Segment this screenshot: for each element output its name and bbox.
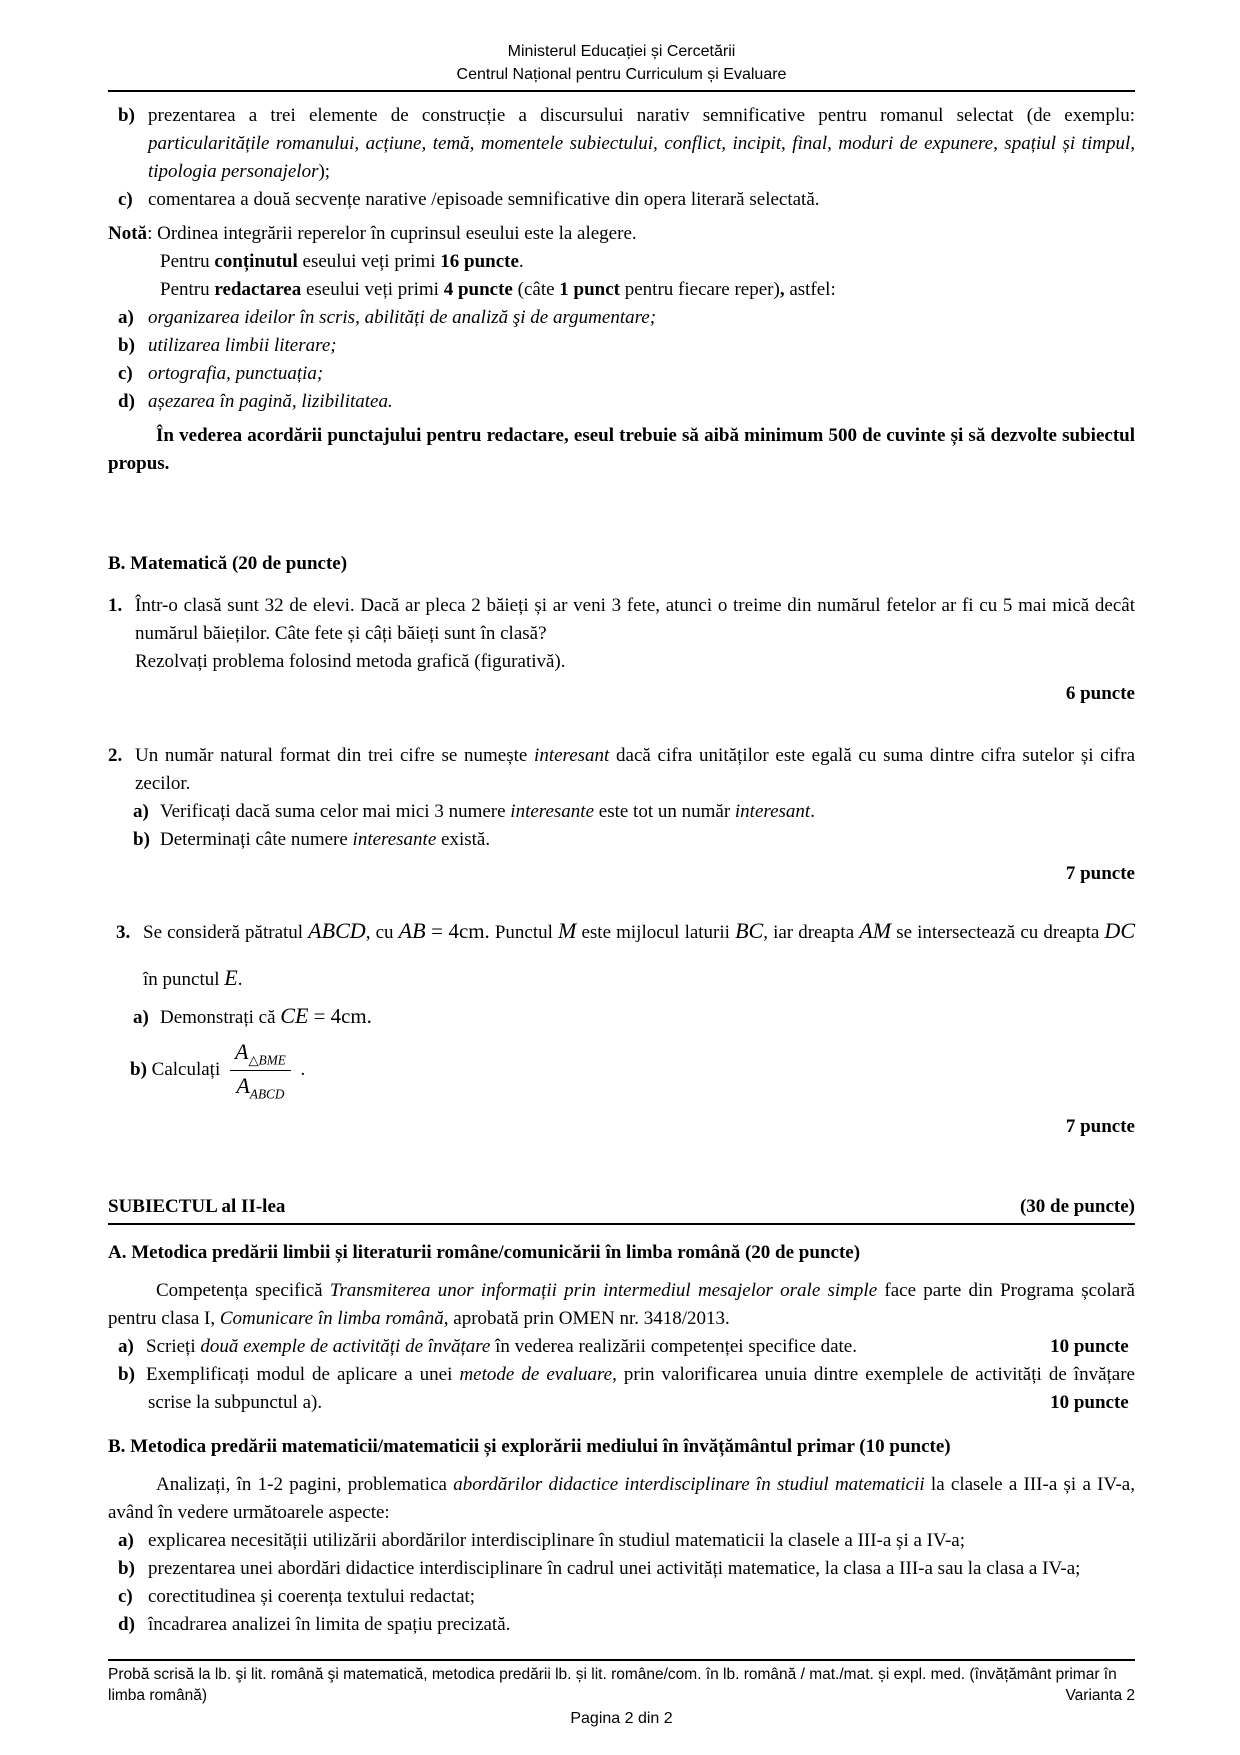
item-text: organizarea ideilor în scris, abilități de analiză şi de argumentare; <box>148 307 657 328</box>
methodology-a-heading: A. Metodica predării limbii și literaturii române/comunicării în limba română (20 de puncte) <box>108 1241 861 1263</box>
item-text: Calculați <box>151 1058 221 1080</box>
question-2a <box>133 798 1135 826</box>
points-badge: 10 puncte <box>1050 1391 1129 1413</box>
item-text: corectitudinea și coerența textului redactat; <box>148 1585 476 1607</box>
item-text: prezentarea unei abordări didactice interdisciplinare în cadrul unei activități matematice, la clasa a III-a sau la clasa a IV-a; <box>148 1557 1081 1579</box>
item-text: comentarea a două secvențe narative /episoade semnificative din opera literară selectată. <box>148 189 820 210</box>
footer-divider <box>108 1659 1135 1661</box>
item-label: b) <box>118 1557 135 1579</box>
item-text: prezentarea a trei elemente de construcție a discursului narativ semnificative pentru romanul selectat (de exemplu: particularitățile romanului, acțiune, temă, momentele subiectului, conflict, incipit, final, moduri de expunere, spațiul și timpul, tipologia personajelor); <box>148 105 1135 182</box>
nota-paragraph: Notă: Ordinea integrării reperelor în cuprinsul eseului este la alegere. <box>108 223 637 244</box>
item-text: Verificați dacă suma celor mai mici 3 numere interesante este tot un număr interesant. <box>160 801 815 822</box>
fraction-numerator: $A_{\triangle BME}$ <box>230 1038 291 1071</box>
item-text: Scrieți două exemple de activități de învățare în vederea realizării competenței specifice date. <box>146 1335 857 1357</box>
item-label: c) <box>118 363 133 384</box>
item-label: b) <box>118 1363 135 1385</box>
criteria-item-b <box>118 332 1135 360</box>
item-label: d) <box>118 391 135 412</box>
footer-exam-description: Probă scrisă la lb. şi lit. română şi matematică, metodica predării lb. și lit. române/com. în lb. română / mat./mat. și expl. med. (învățământ primar în limba română) <box>108 1666 1117 1704</box>
footer-exam-description-wrap <box>108 1664 1135 1706</box>
fraction-period: . <box>300 1058 306 1080</box>
question-text: Se consideră pătratul ABCD, cu AB = 4cm. Punctul M este mijlocul laturii BC, iar dreapta AM se intersectează cu dreapta DC în punctul E. <box>143 918 1136 990</box>
methodology-a-item-a <box>118 1333 1135 1361</box>
item-label: b) <box>118 335 135 356</box>
question-number: 3. <box>116 922 131 943</box>
essay-req-item-b <box>118 102 1135 186</box>
subject-2-points: (30 de puncte) <box>1019 1195 1135 1217</box>
methodology-b-item-a <box>118 1527 1135 1555</box>
item-label: a) <box>118 1529 134 1551</box>
essay-req-item-c <box>118 186 1135 214</box>
word-count-warning: În vederea acordării punctajului pentru redactare, eseul trebuie să aibă minimum 500 de cuvinte și să dezvolte subiectul propus. <box>108 425 1135 474</box>
methodology-b-item-b <box>118 1555 1135 1583</box>
item-label: a) <box>118 1335 134 1357</box>
question-3a <box>133 1002 1135 1032</box>
variant-label: Varianta 2 <box>1065 1687 1135 1704</box>
item-label: b) <box>118 105 135 126</box>
item-text: utilizarea limbii literare; <box>148 335 337 356</box>
criteria-item-a <box>118 304 1135 332</box>
item-text: Exemplificați modul de aplicare a unei metode de evaluare, prin valorificarea unuia dintre exemplele de activități de învățare scrise la subpunctul a). <box>146 1363 1135 1413</box>
question-2-points: 7 puncte <box>1065 863 1135 884</box>
item-label: b) <box>133 829 150 850</box>
writing-points-line: Pentru redactarea eseului veți primi 4 puncte (câte 1 punct pentru fiecare reper), astfel: <box>160 279 836 300</box>
question-3-points: 7 puncte <box>1065 1115 1135 1137</box>
methodology-b-item-d <box>118 1611 1135 1639</box>
methodology-b-heading: B. Metodica predării matematicii/matematicii și explorării mediului în învățământul primar (10 puncte) <box>108 1435 951 1457</box>
item-label: a) <box>133 801 149 822</box>
header-divider <box>108 90 1135 92</box>
question-3 <box>116 908 1135 1002</box>
question-number: 1. <box>108 595 123 616</box>
center-line: Centrul Național pentru Curriculum și Evaluare <box>456 66 787 83</box>
points-badge: 10 puncte <box>1050 1335 1129 1357</box>
item-text: Determinați câte numere interesante există. <box>160 829 491 850</box>
criteria-item-c <box>118 360 1135 388</box>
page-footer <box>108 1659 1135 1729</box>
item-label: c) <box>118 189 133 210</box>
item-label: a) <box>133 1007 149 1028</box>
item-label: b) <box>130 1058 147 1080</box>
question-1-points: 6 puncte <box>1065 683 1135 704</box>
question-1 <box>108 592 1135 648</box>
question-text: Într-o clasă sunt 32 de elevi. Dacă ar pleca 2 băieți și ar veni 3 fete, atunci o treime din numărul fetelor ar fi cu 5 mai mică decât numărul băieților. Câte fete și câți băieți sunt în clasă? <box>135 595 1135 644</box>
content-points-line: Pentru conținutul eseului veți primi 16 puncte. <box>160 251 524 272</box>
subject-2-heading <box>108 1193 1135 1225</box>
math-section-heading: B. Matematică (20 de puncte) <box>108 553 348 574</box>
question-text: Un număr natural format din trei cifre se numește interesant dacă cifra unităților este egală cu suma dintre cifra sutelor și cifra zecilor. <box>135 745 1136 794</box>
subject-2-title: SUBIECTUL al II-lea <box>108 1195 286 1217</box>
item-label: c) <box>118 1585 133 1607</box>
question-number: 2. <box>108 745 123 766</box>
question-3b <box>130 1038 1135 1103</box>
criteria-item-d <box>118 388 1135 416</box>
area-ratio-fraction <box>230 1038 291 1103</box>
methodology-b-item-c <box>118 1583 1135 1611</box>
methodology-a-item-b <box>118 1361 1135 1417</box>
item-text: așezarea în pagină, lizibilitatea. <box>148 391 393 412</box>
item-label: a) <box>118 307 134 328</box>
exam-header <box>108 40 1135 86</box>
methodology-b-intro: Analizați, în 1-2 pagini, problematica abordărilor didactice interdisciplinare în studiul matematicii la clasele a III-a și a IV-a, având în vedere următoarele aspecte: <box>108 1473 1135 1523</box>
item-text: ortografia, punctuația; <box>148 363 324 384</box>
item-text: explicarea necesității utilizării abordărilor interdisciplinare în studiul matematicii la clasele a III-a și a IV-a; <box>148 1529 966 1551</box>
item-text: Demonstrați că CE = 4cm. <box>160 1003 372 1028</box>
item-text: încadrarea analizei în limita de spațiu precizată. <box>148 1613 511 1635</box>
fraction-denominator: $A_{ABCD}$ <box>236 1072 285 1102</box>
question-2 <box>108 742 1135 798</box>
ministry-line: Ministerul Educației și Cercetării <box>507 43 736 60</box>
question-1-instruction: Rezolvați problema folosind metoda grafică (figurativă). <box>135 651 566 672</box>
question-2b <box>133 826 1135 854</box>
methodology-a-intro: Competența specifică Transmiterea unor informații prin intermediul mesajelor orale simple face parte din Programa școlară pentru clasa I, Comunicare în limba română, aprobată prin OMEN nr. 3418/2013. <box>108 1279 1135 1329</box>
page-number: Pagina 2 din 2 <box>570 1710 673 1727</box>
item-label: d) <box>118 1613 135 1635</box>
